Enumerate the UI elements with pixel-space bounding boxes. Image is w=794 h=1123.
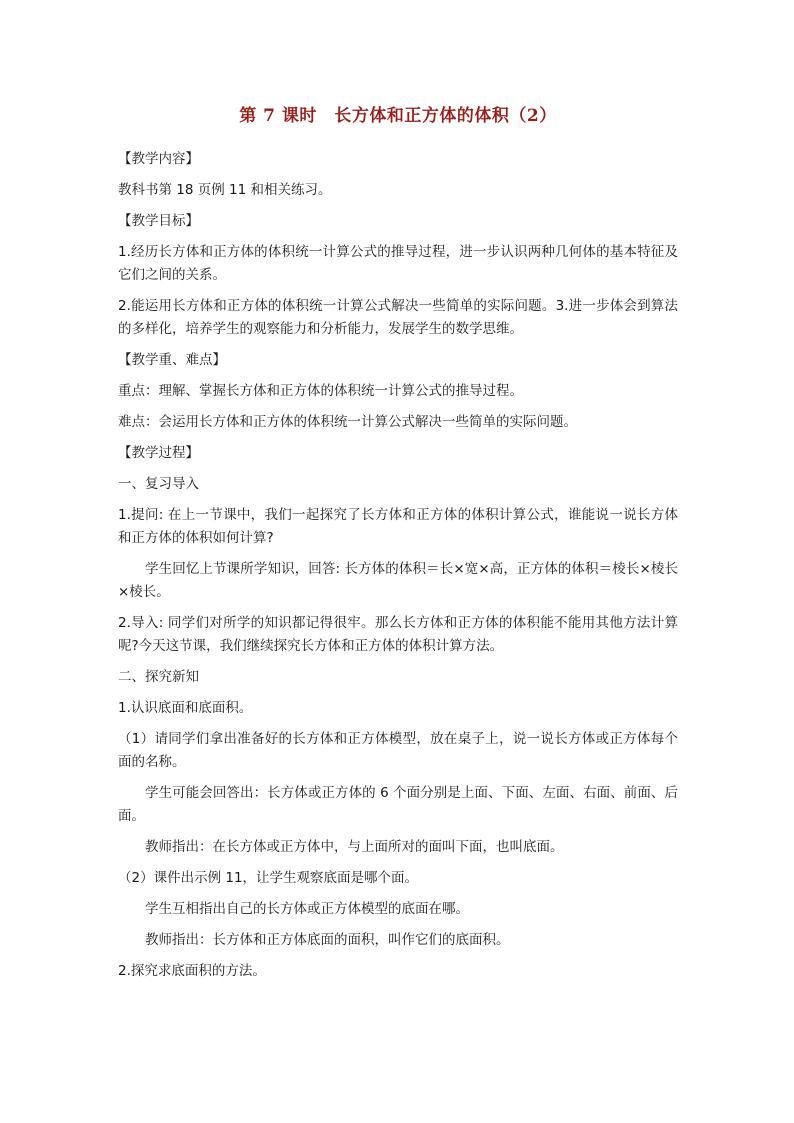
paragraph: 难点：会运用长方体和正方体的体积统一计算公式解决一些简单的实际问题。 bbox=[118, 414, 577, 430]
paragraph: 学生可能会回答出：长方体或正方体的 6 个面分别是上面、下面、左面、右面、前面、后面。 bbox=[118, 785, 678, 824]
paragraph: 1.认识底面和底面积。 bbox=[118, 700, 253, 716]
paragraph: 1.提问: 在上一节课中，我们一起探究了长方体和正方体的体积计算公式，谁能说一说长方体和正方体的体积如何计算? bbox=[118, 507, 678, 546]
paragraph: 2.导入: 同学们对所学的知识都记得很牢。那么长方体和正方体的体积能不能用其他方法计算呢?今天这节课，我们继续探究长方体和正方体的体积计算方法。 bbox=[118, 615, 678, 654]
paragraph: 2.探究求底面积的方法。 bbox=[118, 963, 266, 979]
paragraph: 学生回忆上节课所学知识，回答: 长方体的体积＝长×宽×高，正方体的体积＝棱长×棱长×棱长。 bbox=[118, 561, 678, 600]
paragraph: 重点：理解、掌握长方体和正方体的体积统一计算公式的推导过程。 bbox=[118, 383, 523, 399]
paragraph: （1）请同学们拿出准备好的长方体和正方体模型，放在桌子上，说一说长方体或正方体每个面的名称。 bbox=[118, 731, 678, 770]
paragraph: 【教学过程】 bbox=[118, 445, 199, 461]
paragraph: 一、复习导入 bbox=[118, 476, 199, 492]
paragraph: 教科书第 18 页例 11 和相关练习。 bbox=[118, 182, 332, 198]
paragraph: 【教学内容】 bbox=[118, 151, 199, 167]
document-body bbox=[118, 148, 678, 983]
paragraph: 【教学重、难点】 bbox=[118, 352, 226, 368]
paragraph: 教师指出：在长方体或正方体中，与上面所对的面叫下面，也叫底面。 bbox=[145, 839, 564, 855]
paragraph: 教师指出：长方体和正方体底面的面积，叫作它们的底面积。 bbox=[145, 932, 510, 948]
paragraph: 【教学目标】 bbox=[118, 213, 199, 229]
paragraph: （2）课件出示例 11，让学生观察底面是哪个面。 bbox=[118, 870, 419, 886]
paragraph: 二、探究新知 bbox=[118, 669, 199, 685]
paragraph: 学生互相指出自己的长方体或正方体模型的底面在哪。 bbox=[145, 901, 469, 917]
lesson-title: 第 7 课时 长方体和正方体的体积（2） bbox=[239, 106, 557, 126]
paragraph: 2.能运用长方体和正方体的体积统一计算公式解决一些简单的实际问题。3.进一步体会到算法的多样化，培养学生的观察能力和分析能力，发展学生的数学思维。 bbox=[118, 298, 678, 337]
paragraph: 1.经历长方体和正方体的体积统一计算公式的推导过程，进一步认识两种几何体的基本特征及它们之间的关系。 bbox=[118, 244, 678, 283]
